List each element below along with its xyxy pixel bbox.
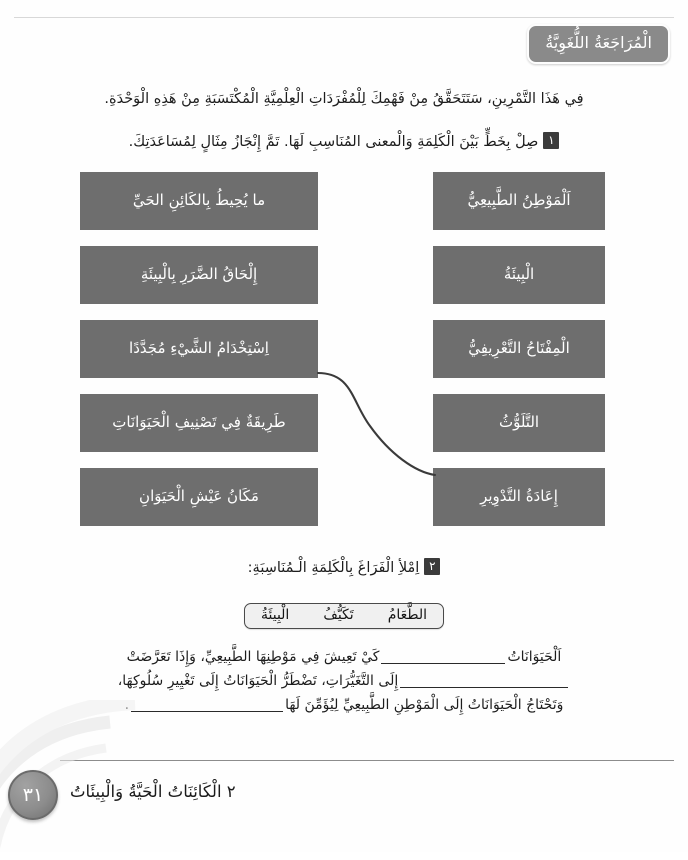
word-bank-option[interactable]: تَكَيُّفُ	[323, 607, 354, 623]
answer-blank-3[interactable]	[131, 711, 283, 712]
sentence-1-part-a: اَلْحَيَوَانَاتُ	[507, 649, 562, 665]
sentence-row-3	[70, 693, 618, 717]
match-term-box[interactable]: إِعَادَةُ التَّدْوِيرِ	[433, 468, 605, 526]
sentence-3-period: .	[124, 697, 130, 714]
word-bank-option[interactable]: الْبِيئَةُ	[260, 607, 290, 623]
match-definition-box[interactable]: إِلْحَاقُ الضَّرَرِ بِالْبِيئَةِ	[80, 246, 318, 304]
matching-right-column	[433, 172, 605, 542]
match-term-box[interactable]: الْمِفْتَاحُ التَّعْرِيفِيُّ	[433, 320, 605, 378]
word-bank-box	[244, 603, 444, 629]
match-definition-box[interactable]: مَكَانُ عَيْشِ الْحَيَوَانِ	[80, 468, 318, 526]
lesson-section-title-badge: الْمُرَاجَعَةُ اللُّغَوِيَّةُ	[527, 24, 670, 64]
footer-divider	[60, 760, 674, 761]
word-bank-option[interactable]: الطَّعَامُ	[387, 607, 428, 623]
answer-blank-1[interactable]	[381, 663, 505, 664]
match-definition-box[interactable]: ما يُحِيطُ بِالكَائِنِ الحَيِّ	[80, 172, 318, 230]
match-term-box[interactable]: التَّلَوُّثُ	[433, 394, 605, 452]
exercise2-instruction-row	[70, 558, 618, 576]
sentence-row-1	[70, 645, 618, 669]
match-definition-box[interactable]: طَرِيقَةٌ فِي تَصْنِيفِ الْحَيَوَانَاتِ	[80, 394, 318, 452]
match-term-box[interactable]: اَلْمَوْطِنُ الطَّبِيعِيُّ	[433, 172, 605, 230]
word-bank	[0, 603, 688, 629]
sentence-3-text: وَتَحْتَاجُ الْحَيَوَانَاتُ إِلَى الْمَوْطِنِ الطَّبِيعِيِّ لِيُؤَمِّنَ لَهَا	[285, 697, 564, 714]
exercise-intro-line-1: فِي هَذَا التَّمْرِينِ، سَتَتَحَقَّقُ مِنْ فَهْمِكَ لِلْمُفْرَدَاتِ الْعِلْمِيَّةِ الْمُكْتَسَبَةِ مِنْ هَذِهِ الْوَحْدَةِ.	[104, 91, 584, 107]
sentence-2-text: إِلَى التَّغَيُّرَاتِ، تَضْطَرُّ الْحَيَوَانَاتُ إِلَى تَغْيِيرِ سُلُوكِهَا،	[117, 673, 399, 690]
match-term-box[interactable]: الْبِيئَةُ	[433, 246, 605, 304]
matching-left-column	[80, 172, 318, 542]
fill-in-the-blank-sentences	[70, 645, 618, 717]
sentence-1-part-b: كَيْ تَعِيشَ فِي مَوْطِنِهَا الطَّبِيعِيِّ، وَإِذَا تَعَرَّضَتْ	[126, 649, 380, 665]
exercise-1-number-badge: ١	[543, 132, 559, 149]
exercise1-instruction-text: صِلْ بِخَطٍّ بَيْنَ الْكَلِمَةِ وَالْمعنى المُنَاسِبِ لَهَا. تَمَّ إِنْجَازُ مِثَالٍ لِمُسَاعَدَتِكَ.	[128, 134, 539, 150]
top-divider	[14, 17, 674, 18]
matching-exercise-area	[0, 172, 688, 547]
sentence-row-2	[70, 669, 618, 693]
exercise1-instruction-row	[70, 131, 618, 154]
match-definition-box[interactable]: اِسْتِخْدَامُ الشَّيْءِ مُجَدَّدًا	[80, 320, 318, 378]
page-number-circle: ٣١	[8, 770, 58, 820]
exercise-2-number-badge: ٢	[424, 558, 440, 575]
exercise2-instruction-text: اِمْلأِ الْفَرَاغَ بِالْكَلِمَةِ الْـمُنَاسِبَةِ:	[247, 560, 420, 576]
chapter-title-footer: ٢ الْكَائِنَاتُ الْحَيَّةُ وَالْبِيئَاتُ	[70, 782, 236, 801]
answer-blank-2[interactable]	[400, 687, 568, 688]
